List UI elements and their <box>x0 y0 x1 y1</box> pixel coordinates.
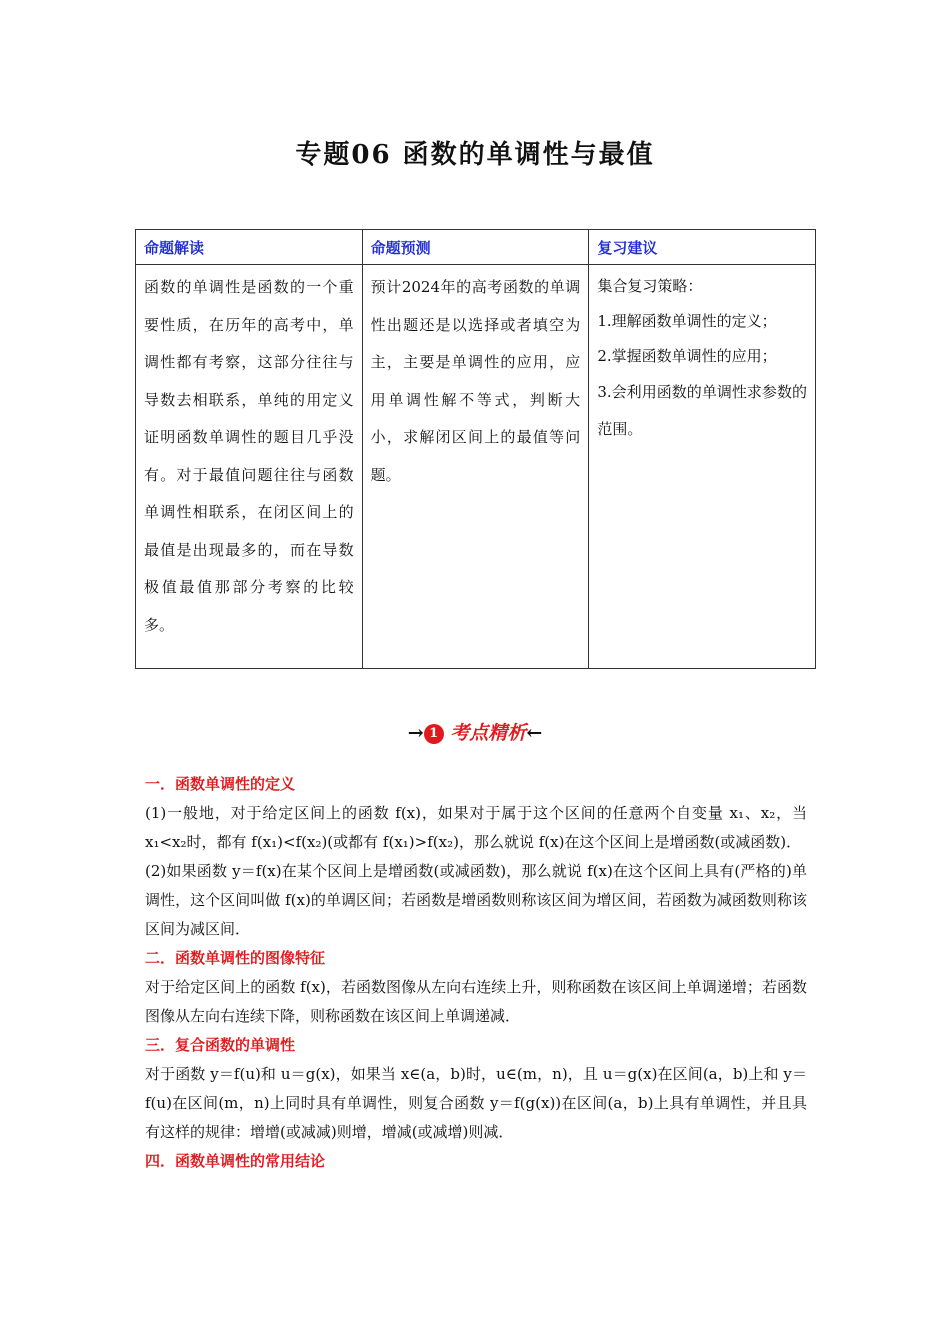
content-body <box>145 770 807 1176</box>
cell-interpretation: 函数的单调性是函数的一个重要性质，在历年的高考中，单调性都有考察，这部分往往与导数去相联系，单纯的用定义证明函数单调性的题目几乎没有。对于最值问题往往与函数单调性相联系，在闭区间上的最值是出现最多的，而在导数极值最值那部分考察的比较多。 <box>136 265 363 669</box>
header-interpretation: 命题解读 <box>136 230 363 265</box>
subheading-graph-features: 二．函数单调性的图像特征 <box>145 949 326 967</box>
header-review-advice: 复习建议 <box>589 230 816 265</box>
cell-prediction: 预计2024年的高考函数的单调性出题还是以选择或者填空为主，主要是单调性的应用，应用单调性解不等式，判断大小，求解闭区间上的最值等问题。 <box>362 265 589 669</box>
arrow-right-icon: → <box>407 722 424 744</box>
subheading-definition: 一．函数单调性的定义 <box>145 775 296 793</box>
paragraph: 对于给定区间上的函数 f(x)，若函数图像从左向右连续上升，则称函数在该区间上单调递增；若函数图像从左向右连续下降，则称函数在该区间上单调递减． <box>145 978 807 1025</box>
header-prediction: 命题预测 <box>362 230 589 265</box>
paragraph: 对于函数 y＝f(u)和 u＝g(x)，如果当 x∈(a，b)时，u∈(m，n)，且 u＝g(x)在区间(a，b)上和 y＝f(u)在区间(m，n)上同时具有单调性，则复合函数 y＝f(g(x))在区间(a，b)上具有单调性，并且具有这样的规律：增增(或减减)则增，增减(或减增)则减． <box>145 1065 807 1141</box>
paragraph: (2)如果函数 y＝f(x)在某个区间上是增函数(或减函数)，那么就说 f(x)在这个区间上具有(严格的)单调性，这个区间叫做 f(x)的单调区间；若函数是增函数则称该区间为增区间，若函数为减函数则称该区间为减区间． <box>145 862 807 938</box>
cell-review-advice <box>589 265 816 669</box>
page-title: 专题06 函数的单调性与最值 <box>295 140 655 170</box>
section-number-badge: 1 <box>424 724 444 744</box>
arrow-left-icon: ← <box>526 722 543 744</box>
section-heading <box>0 718 950 745</box>
advice-line: 3.会利用函数的单调性求参数的范围。 <box>597 383 807 438</box>
advice-line: 2.掌握函数单调性的应用； <box>597 347 777 365</box>
advice-line: 1.理解函数单调性的定义； <box>597 312 777 330</box>
advice-line: 集合复习策略： <box>597 277 703 295</box>
section-label: 考点精析 <box>450 722 527 744</box>
subheading-composite: 三．复合函数的单调性 <box>145 1036 296 1054</box>
paragraph: (1)一般地，对于给定区间上的函数 f(x)，如果对于属于这个区间的任意两个自变量 x₁、x₂，当 x₁<x₂时，都有 f(x₁)<f(x₂)(或都有 f(x₁)>f(x₂)，那么就说 f(x)在这个区间上是增函数(或减函数)． <box>145 804 807 851</box>
subheading-common-conclusions: 四．函数单调性的常用结论 <box>145 1152 326 1170</box>
overview-table <box>135 229 816 669</box>
